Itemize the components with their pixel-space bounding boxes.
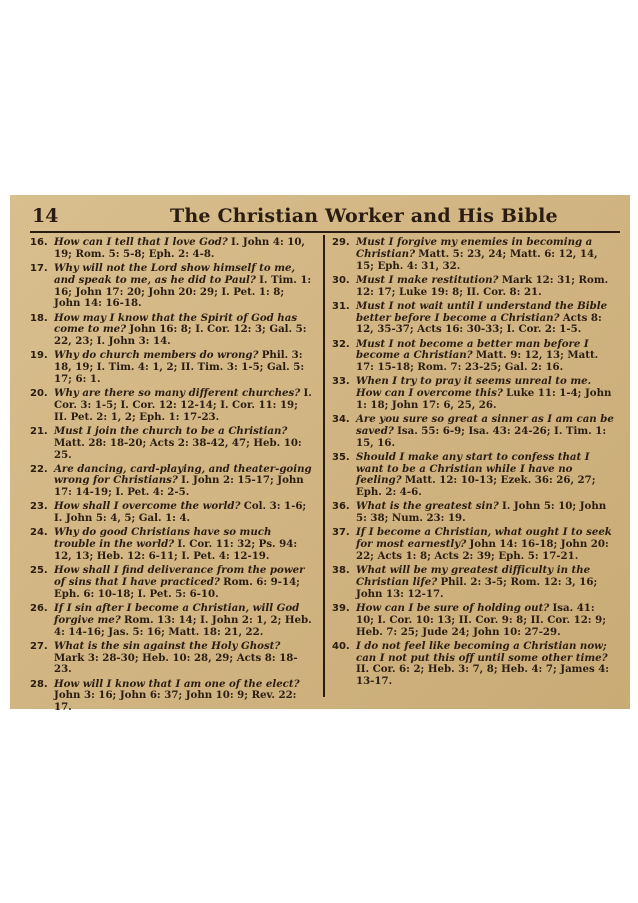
question-item xyxy=(332,301,614,336)
question-item xyxy=(30,501,312,525)
question-number: 37. xyxy=(332,527,350,539)
question-number: 28. xyxy=(30,678,48,690)
scripture-references: Phil. 3: 18, 19; I. Tim. 4: 1, 2; II. Tim. 3: 1-5; Gal. 5: 17; 6: 1. xyxy=(54,349,305,385)
question: How can I tell that I love God? xyxy=(54,236,228,248)
question: When I try to pray it seems unreal to me. How can I overcome this? xyxy=(356,375,592,400)
question-item xyxy=(332,501,614,525)
question: How can I be sure of holding out? xyxy=(356,602,550,615)
question-item xyxy=(332,565,614,600)
book-page xyxy=(10,195,630,714)
question-number: 30. xyxy=(332,274,350,286)
question: Are dancing, card-playing, and theater-going wrong for Christians? xyxy=(54,462,312,487)
question: How may I know that the Spirit of God has come to me? xyxy=(54,311,298,336)
question: I do not feel like becoming a Christian now; can I not put this off until some other time? xyxy=(356,639,608,664)
question-item xyxy=(332,527,614,562)
page-title: The Christian Worker and His Bible xyxy=(170,205,558,227)
question-text xyxy=(356,339,614,374)
question-item xyxy=(30,603,312,638)
question-text xyxy=(54,237,312,261)
question-number: 31. xyxy=(332,300,350,312)
question-item xyxy=(30,237,312,261)
question-item xyxy=(30,426,312,461)
scripture-references: Rom. 13: 14; I. John 2: 1, 2; Heb. 4: 14-16; Jas. 5: 16; Matt. 18: 21, 22. xyxy=(54,613,312,638)
question-number: 39. xyxy=(332,603,350,615)
scripture-references: Phil. 2: 3-5; Rom. 12: 3, 16; John 13: 12-17. xyxy=(356,576,598,600)
scripture-references: John 14: 16-18; John 20: 22; Acts 1: 8; Acts 2: 39; Eph. 5: 17-21. xyxy=(356,538,609,563)
question-text xyxy=(356,603,614,638)
question-text xyxy=(356,301,614,336)
scripture-references: Col. 3: 1-6; I. John 5: 4, 5; Gal. 1: 4. xyxy=(54,500,307,525)
question-number: 32. xyxy=(332,338,350,350)
question-number: 38. xyxy=(332,565,350,577)
question: How will I know that I am one of the elect? xyxy=(54,677,300,690)
scripture-references: Matt. 5: 23, 24; Matt. 6: 12, 14, 15; Eph. 4: 31, 32. xyxy=(356,247,598,272)
question-number: 34. xyxy=(332,414,350,426)
question: Are you sure so great a sinner as I am can be saved? xyxy=(356,413,614,437)
question-text xyxy=(356,376,614,411)
question-text xyxy=(54,388,312,423)
scripture-references: I. John 4: 10, 19; Rom. 5: 5-8; Eph. 2: 4-8. xyxy=(54,236,305,260)
page-header xyxy=(10,203,630,233)
scripture-references: Rom. 6: 9-14; Eph. 6: 10-18; I. Pet. 5: 6-10. xyxy=(54,576,300,600)
question: If I sin after I become a Christian, will God forgive me? xyxy=(54,602,300,626)
question-text xyxy=(54,527,312,562)
question-item xyxy=(332,414,614,449)
question-number: 18. xyxy=(30,312,48,324)
question-text xyxy=(356,527,614,562)
scripture-references: Isa. 41: 10; I. Cor. 10: 13; II. Cor. 9: 8; II. Cor. 12: 9; Heb. 7: 25; Jude 24; John 10: 27-29. xyxy=(356,602,606,638)
scripture-references: Matt. 12: 10-13; Ezek. 36: 26, 27; Eph. 2: 4-6. xyxy=(356,474,596,499)
scripture-references: Acts 8: 12, 35-37; Acts 16: 30-33; I. Cor. 2: 1-5. xyxy=(356,311,602,336)
scripture-references: I. Tim. 1: 16; John 17: 20; John 20: 29; I. Pet. 1: 8; John 14: 16-18. xyxy=(54,273,312,310)
question: Why are there so many different churches? xyxy=(54,387,301,400)
question-number: 19. xyxy=(30,350,48,362)
question-item xyxy=(332,275,614,299)
question-text xyxy=(356,641,614,688)
question-number: 35. xyxy=(332,451,350,463)
question-text xyxy=(54,641,312,676)
question: Must I not wait until I understand the Bible better before I become a Christian? xyxy=(356,299,608,324)
scripture-references: Mark 12: 31; Rom. 12: 17; Luke 19: 8; II. Cor. 8: 21. xyxy=(356,273,609,298)
question-item xyxy=(30,679,312,714)
question-text xyxy=(54,603,312,638)
question-text xyxy=(356,452,614,499)
column-divider xyxy=(323,235,325,697)
scripture-references: I. John 2: 15-17; John 17: 14-19; I. Pet. 4: 2-5. xyxy=(54,474,304,499)
question-item xyxy=(30,565,312,600)
scripture-references: Luke 11: 1-4; John 1: 18; John 17: 6, 25, 26. xyxy=(356,387,612,411)
question: What is the sin against the Holy Ghost? xyxy=(54,639,281,652)
question: What will be my greatest difficulty in the Christian life? xyxy=(356,564,591,589)
question-item xyxy=(30,388,312,423)
question-text xyxy=(356,501,614,525)
question: How shall I overcome the world? xyxy=(54,500,241,513)
question-text xyxy=(54,350,312,385)
question-item xyxy=(332,376,614,411)
question-text xyxy=(356,237,614,272)
page-number: 14 xyxy=(32,205,59,227)
question-number: 17. xyxy=(30,262,48,274)
question-item xyxy=(30,263,312,310)
question-number: 20. xyxy=(30,388,48,400)
question-text xyxy=(54,426,312,461)
scripture-references: Matt. 9: 12, 13; Matt. 17: 15-18; Rom. 7: 23-25; Gal. 2: 16. xyxy=(356,349,599,374)
scripture-references: II. Cor. 6: 2; Heb. 3: 7, 8; Heb. 4: 7; James 4: 13-17. xyxy=(356,663,610,688)
question: If I become a Christian, what ought I to seek for most earnestly? xyxy=(356,526,612,551)
question-text xyxy=(54,501,312,525)
question: Must I join the church to be a Christian? xyxy=(54,424,288,437)
scripture-references: Mark 3: 28-30; Heb. 10: 28, 29; Acts 8: 18-23. xyxy=(54,651,298,676)
scripture-references: Matt. 28: 18-20; Acts 2: 38-42, 47; Heb. 10: 25. xyxy=(54,436,302,461)
question-item xyxy=(30,527,312,562)
header-rule xyxy=(30,231,620,233)
question: Should I make any start to confess that I want to be a Christian while I have no feeling? xyxy=(356,450,590,487)
question-text xyxy=(356,275,614,299)
question-number: 24. xyxy=(30,527,48,539)
question-text xyxy=(356,565,614,600)
question-item xyxy=(30,350,312,385)
right-column xyxy=(332,237,614,690)
question-item xyxy=(332,603,614,638)
question-number: 33. xyxy=(332,376,350,388)
question-item xyxy=(30,464,312,499)
question: How shall I find deliverance from the power of sins that I have practiced? xyxy=(54,564,305,589)
question-number: 29. xyxy=(332,237,350,248)
question-item xyxy=(30,641,312,676)
scripture-references: I. John 5: 10; John 5: 38; Num. 23: 19. xyxy=(356,500,607,525)
question-text xyxy=(54,263,312,310)
question-text xyxy=(54,565,312,600)
question-number: 21. xyxy=(30,425,48,437)
question: Must I make restitution? xyxy=(356,273,499,286)
question-number: 36. xyxy=(332,501,350,513)
scripture-references: I. Cor. 11: 32; Ps. 94: 12, 13; Heb. 12: 6-11; I. Pet. 4: 12-19. xyxy=(54,538,298,563)
left-column xyxy=(30,237,312,716)
scripture-references: John 16: 8; I. Cor. 12: 3; Gal. 5: 22, 23; I. John 3: 14. xyxy=(54,323,307,348)
scripture-references: Isa. 55: 6-9; Isa. 43: 24-26; I. Tim. 1: 15, 16. xyxy=(356,424,607,449)
question: What is the greatest sin? xyxy=(356,500,499,513)
question-text xyxy=(356,414,614,449)
question-number: 25. xyxy=(30,565,48,577)
question-item xyxy=(332,339,614,374)
scripture-references: I. Cor. 3: 1-5; I. Cor. 12: 12-14; I. Cor. 11: 19; II. Pet. 2: 1, 2; Eph. 1: 17-23. xyxy=(54,387,312,423)
scripture-references: John 3: 16; John 6: 37; John 10: 9; Rev. 22: 17. xyxy=(54,689,297,714)
question-text xyxy=(54,313,312,348)
question-text xyxy=(54,464,312,499)
question: Why will not the Lord show himself to me, and speak to me, as he did to Paul? xyxy=(54,261,296,286)
question: Must I forgive my enemies in becoming a Christian? xyxy=(356,236,593,260)
question-text xyxy=(54,679,312,714)
question: Why do good Christians have so much trouble in the world? xyxy=(54,526,272,551)
question-item xyxy=(332,237,614,272)
question-number: 22. xyxy=(30,463,48,475)
question-number: 26. xyxy=(30,603,48,615)
question-number: 23. xyxy=(30,501,48,513)
question: Why do church members do wrong? xyxy=(54,349,259,362)
question-number: 16. xyxy=(30,237,48,248)
question: Must I not become a better man before I become a Christian? xyxy=(356,337,589,362)
question-item xyxy=(332,452,614,499)
question-item xyxy=(30,313,312,348)
question-number: 40. xyxy=(332,640,350,652)
question-item xyxy=(332,641,614,688)
question-number: 27. xyxy=(30,640,48,652)
